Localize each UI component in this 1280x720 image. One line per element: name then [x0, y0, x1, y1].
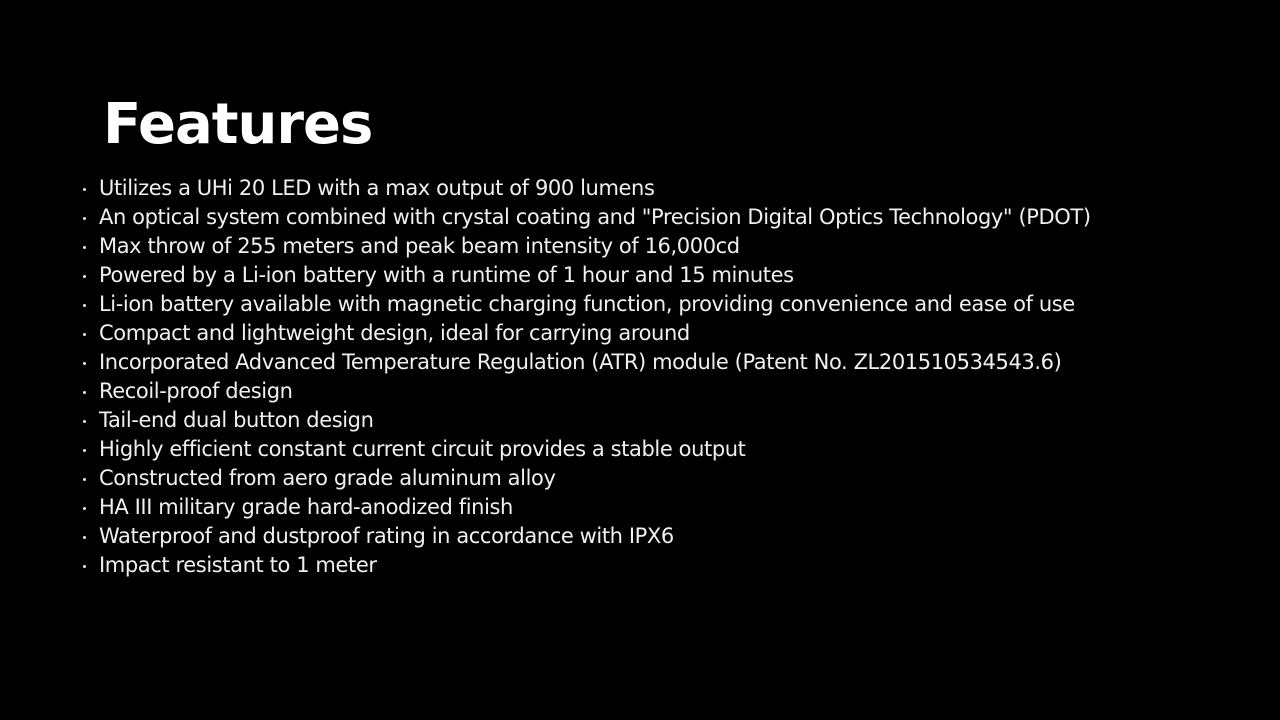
feature-text: Constructed from aero grade aluminum alloy: [99, 466, 556, 490]
feature-text: Impact resistant to 1 meter: [99, 553, 377, 577]
bullet-icon: [83, 420, 86, 423]
bullet-icon: [83, 391, 86, 394]
bullet-icon: [83, 188, 86, 191]
bullet-icon: [83, 275, 86, 278]
feature-text: Li-ion battery available with magnetic charging function, providing convenience and ease of use: [99, 292, 1075, 316]
slide-title: Features: [103, 92, 373, 157]
feature-text: Highly efficient constant current circuit provides a stable output: [99, 437, 746, 461]
feature-text: Waterproof and dustproof rating in accordance with IPX6: [99, 524, 674, 548]
bullet-icon: [83, 304, 86, 307]
feature-text: Max throw of 255 meters and peak beam intensity of 16,000cd: [99, 234, 740, 258]
list-item: [80, 406, 1240, 435]
list-item: [80, 348, 1240, 377]
feature-text: Compact and lightweight design, ideal for carrying around: [99, 321, 690, 345]
list-item: [80, 290, 1240, 319]
feature-text: An optical system combined with crystal coating and "Precision Digital Optics Technology" (PDOT): [99, 205, 1091, 229]
bullet-icon: [83, 507, 86, 510]
list-item: [80, 464, 1240, 493]
bullet-icon: [83, 565, 86, 568]
feature-text: Tail-end dual button design: [99, 408, 374, 432]
list-item: [80, 551, 1240, 580]
bullet-icon: [83, 449, 86, 452]
feature-list: [80, 174, 1240, 580]
feature-text: Utilizes a UHi 20 LED with a max output of 900 lumens: [99, 176, 655, 200]
list-item: [80, 435, 1240, 464]
feature-text: Incorporated Advanced Temperature Regulation (ATR) module (Patent No. ZL201510534543.6): [99, 350, 1062, 374]
list-item: [80, 319, 1240, 348]
bullet-icon: [83, 246, 86, 249]
bullet-icon: [83, 478, 86, 481]
bullet-icon: [83, 333, 86, 336]
list-item: [80, 203, 1240, 232]
feature-text: Recoil-proof design: [99, 379, 293, 403]
list-item: [80, 522, 1240, 551]
list-item: [80, 174, 1240, 203]
list-item: [80, 261, 1240, 290]
bullet-icon: [83, 362, 86, 365]
list-item: [80, 232, 1240, 261]
feature-text: Powered by a Li-ion battery with a runtime of 1 hour and 15 minutes: [99, 263, 794, 287]
bullet-icon: [83, 536, 86, 539]
list-item: [80, 493, 1240, 522]
bullet-icon: [83, 217, 86, 220]
list-item: [80, 377, 1240, 406]
feature-text: HA III military grade hard-anodized finish: [99, 495, 513, 519]
